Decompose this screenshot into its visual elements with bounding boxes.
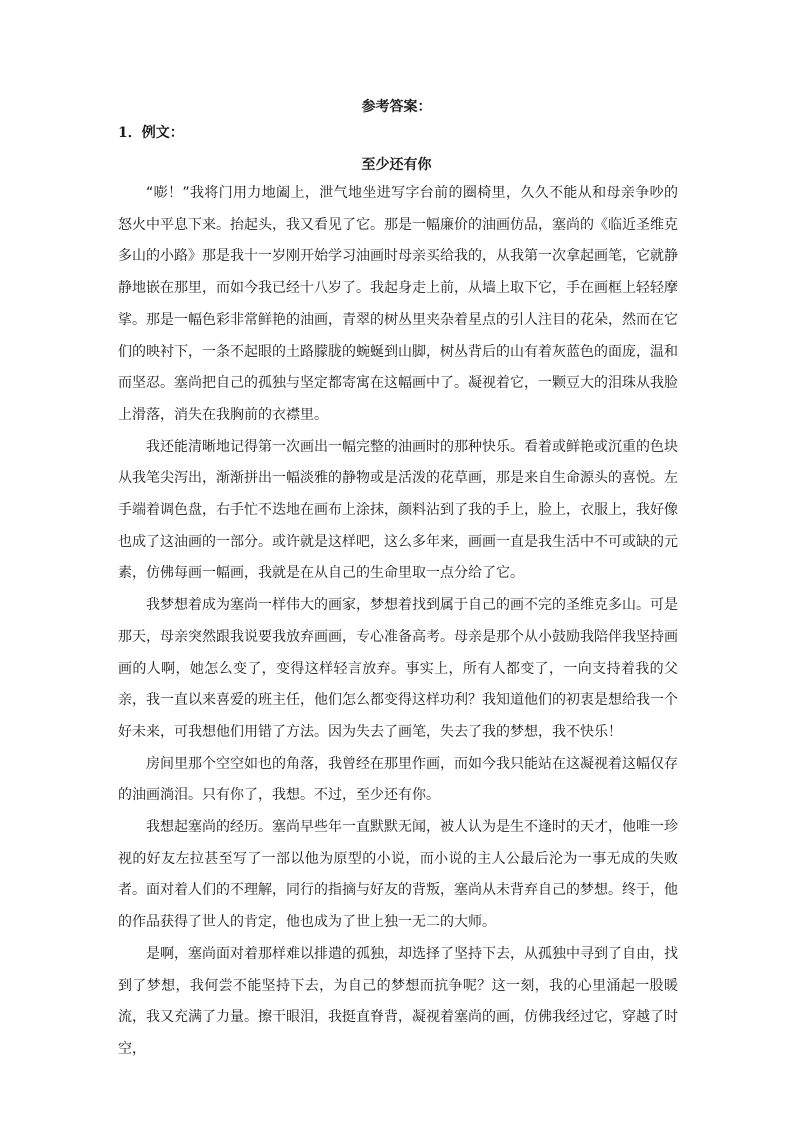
essay-title: 至少还有你 bbox=[361, 157, 432, 173]
answer-heading: 参考答案： bbox=[361, 99, 432, 115]
essay-paragraph: “嘭！”我将门用力地阖上，泄气地坐进写字台前的圈椅里，久久不能从和母亲争吵的怒火中平息下来。抬起头，我又看见了它。那是一幅廉价的油画仿品，塞尚的《临近圣维克多山的小路》那是我十一岁刚开始学习油画时母亲买给我的，从我第一次拿起画笔，它就静静地嵌在那里，而如今我已经十八岁了。我起身走上前，从墙上取下它，手在画框上轻轻摩挲。那是一幅色彩非常鲜艳的油画，青翠的树丛里夹杂着星点的引人注目的花朵，然而在它们的映衬下，一条不起眼的土路朦胧的蜿蜒到山脚，树丛背后的山有着灰蓝色的面庞，温和而坚忍。塞尚把自己的孤独与坚定都寄寓在这幅画中了。凝视着它，一颗豆大的泪珠从我脸上滑落，消失在我胸前的衣襟里。 bbox=[118, 185, 678, 423]
essay-body bbox=[118, 178, 678, 1066]
essay-paragraph: 房间里那个空空如也的角落，我曾经在那里作画，而如今我只能站在这凝视着这幅仅存的油画淌泪。只有你了，我想。不过，至少还有你。 bbox=[118, 755, 678, 804]
essay-paragraph: 我梦想着成为塞尚一样伟大的画家，梦想着找到属于自己的画不完的圣维克多山。可是那天，母亲突然跟我说要我放弃画画，专心准备高考。母亲是那个从小鼓励我陪伴我坚持画画的人啊，她怎么变了，变得这样轻言放弃。事实上，所有人都变了，一向支持着我的父亲，我一直以来喜爱的班主任，他们怎么都变得这样功利？我知道他们的初衷是想给我一个好未来，可我想他们用错了方法。因为失去了画笔，失去了我的梦想，我不快乐！ bbox=[118, 597, 678, 740]
essay-paragraph: 我还能清晰地记得第一次画出一幅完整的油画时的那种快乐。看着或鲜艳或沉重的色块从我笔尖泻出，渐渐拼出一幅淡雅的静物或是活泼的花草画，那是来自生命源头的喜悦。左手端着调色盘，右手忙不迭地在画布上涂抹，颜料沾到了我的手上，脸上，衣服上，我好像也成了这油画的一部分。或许就是这样吧，这么多年来，画画一直是我生活中不可或缺的元素，仿佛每画一幅画，我就是在从自己的生命里取一点分给了它。 bbox=[118, 438, 678, 582]
essay-paragraph: 我想起塞尚的经历。塞尚早些年一直默默无闻，被人认为是生不逢时的天才，他唯一珍视的好友左拉甚至写了一部以他为原型的小说，而小说的主人公最后沦为一事无成的失败者。面对着人们的不理解，同行的指摘与好友的背叛，塞尚从未背弃自己的梦想。终于，他的作品获得了世人的肯定，他也成为了世上独一无二的大师。 bbox=[118, 819, 678, 931]
question-label: 1．例文： bbox=[118, 125, 184, 141]
essay-paragraph: 是啊，塞尚面对着那样难以排遣的孤独，却选择了坚持下去，从孤独中寻到了自由，找到了梦想，我何尝不能坚持下去，为自己的梦想而抗争呢？这一刻，我的心里涌起一股暖流，我又充满了力量。擦干眼泪，我挺直脊背，凝视着塞尚的画，仿佛我经过它，穿越了时空， bbox=[118, 945, 678, 1057]
